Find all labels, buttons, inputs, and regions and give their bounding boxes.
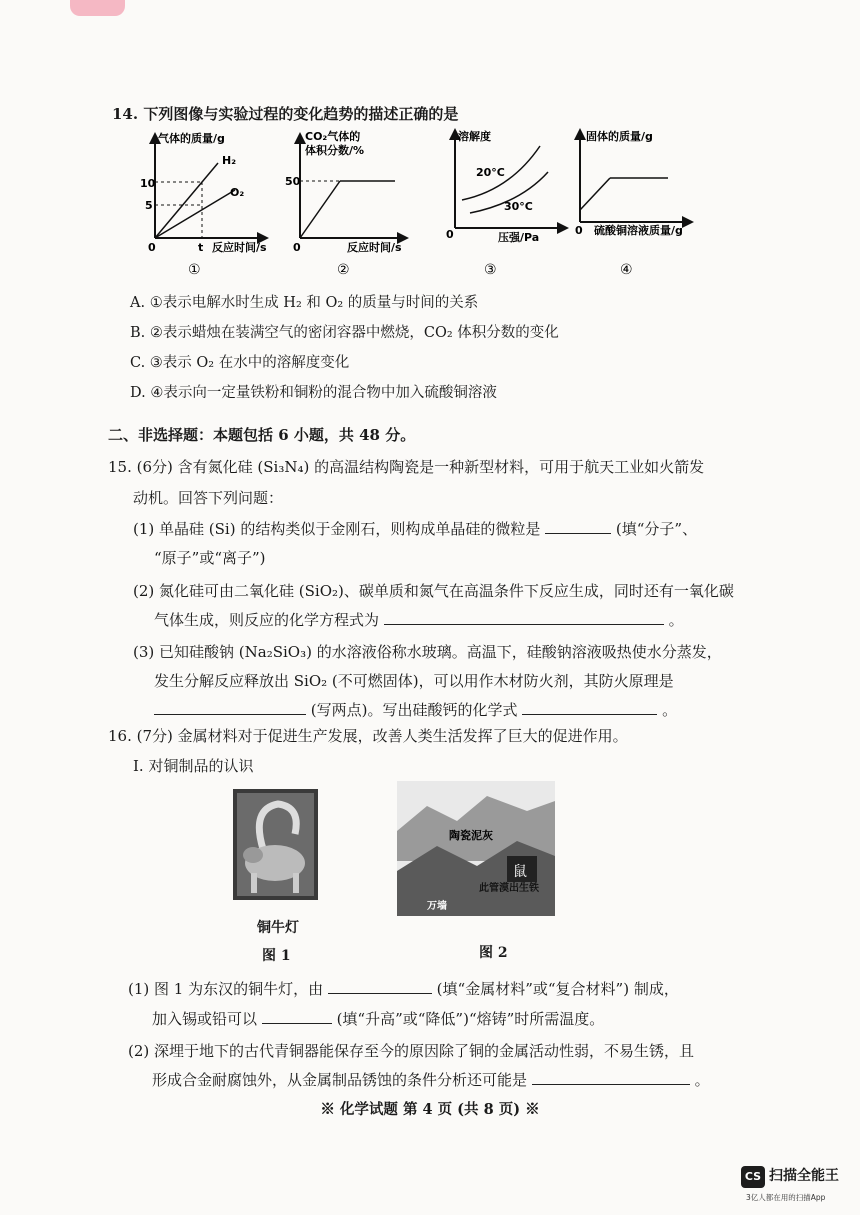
ancient-smelting-image (397, 781, 555, 916)
q16-part1-blank-1[interactable] (328, 979, 432, 994)
g3-tick-0: 0 (446, 228, 454, 241)
q15-part1-options: “原子”或“离子”) (154, 549, 266, 567)
q15-part2-blank[interactable] (384, 610, 664, 625)
g4-ylabel: 固体的质量/g (586, 130, 653, 143)
g1-tick-10: 10 (140, 177, 156, 190)
g2-num: ② (337, 262, 350, 278)
img2-label-3: 万墙 (427, 901, 447, 912)
g4-tick-0: 0 (575, 224, 583, 237)
camscanner-tagline: 3亿人都在用的扫描App (746, 1193, 826, 1202)
q14-option-a: A. ①表示电解水时生成 H₂ 和 O₂ 的质量与时间的关系 (130, 295, 479, 311)
g1-series-o2: O₂ (230, 186, 245, 199)
q16-part1-text-c: 加入锡或铅可以 (152, 1010, 258, 1028)
q15-line-2: 动机。回答下列问题： (133, 489, 284, 507)
q16-part1-text-a: (1) 图 1 为东汉的铜牛灯，由 (128, 980, 324, 998)
figure-1-label: 图 1 (262, 948, 291, 964)
img2-label-4: 鼠 (513, 864, 527, 880)
q15-part2-end: 。 (668, 611, 684, 629)
q15-part2-line1: (2) 氮化硅可由二氧化硅 (SiO₂)、碳单质和氮气在高温条件下反应生成，同时还有一氧化碳 (133, 582, 734, 600)
q15-part3-line3 (154, 699, 677, 720)
img1-caption: 铜牛灯 (257, 920, 299, 936)
q16-line-1: 16. (7分) 金属材料对于促进生产发展，改善人类生活发挥了巨大的促进作用。 (108, 727, 628, 745)
q16-part1-blank-2[interactable] (262, 1009, 332, 1024)
q14-option-c: C. ③表示 O₂ 在水中的溶解度变化 (130, 355, 350, 371)
q16-part1-text-b: (填“金属材料”或“复合材料”) 制成， (436, 980, 679, 998)
img2-label-1: 陶瓷泥灰 (449, 829, 493, 842)
q16-part2-line1: (2) 深埋于地下的古代青铜器能保存至今的原因除了铜的金属活动性弱，不易生锈，且 (128, 1042, 695, 1060)
camscanner-logo: CS (741, 1166, 765, 1188)
camscanner-name: 扫描全能王 (769, 1168, 839, 1184)
q16-part1-text-d: (填“升高”或“降低”)“熔铸”时所需温度。 (336, 1010, 605, 1028)
g1-xlabel: 反应时间/s (212, 241, 267, 254)
q16-part2-end: 。 (694, 1071, 710, 1089)
q14-stem: 14. 下列图像与实验过程的变化趋势的描述正确的是 (112, 105, 459, 123)
g3-xlabel: 压强/Pa (498, 231, 540, 244)
page-footer: ※ 化学试题 第 4 页 (共 8 页) ※ (320, 1101, 540, 1118)
q15-part3-line2: 发生分解反应释放出 SiO₂ (不可燃固体)，可以用作木材防火剂，其防火原理是 (154, 672, 674, 690)
section-heading: 二、非选择题：本题包括 6 小题，共 48 分。 (108, 426, 416, 444)
q16-part2-blank[interactable] (532, 1070, 690, 1085)
q16-part2-line2 (152, 1069, 710, 1090)
q15-part3-blank-1[interactable] (154, 700, 306, 715)
g1-ylabel: 气体的质量/g (158, 132, 225, 145)
g4-xlabel: 硫酸铜溶液质量/g (594, 224, 683, 237)
q14-option-b: B. ②表示蜡烛在装满空气的密闭容器中燃烧，CO₂ 体积分数的变化 (130, 325, 559, 341)
g4-num: ④ (620, 262, 633, 278)
q15-part3-text: (写两点)。写出硅酸钙的化学式 (310, 701, 518, 719)
q15-line-1: 15. (6分) 含有氮化硅 (Si₃N₄) 的高温结构陶瓷是一种新型材料，可用于航天工业如火箭发 (108, 458, 705, 476)
g2-ylabel-1: CO₂气体的 (305, 130, 361, 143)
g2-tick-0: 0 (293, 241, 301, 254)
graph-1 (140, 131, 267, 278)
g1-num: ① (188, 262, 201, 278)
g2-tick-50: 50 (285, 175, 301, 188)
figure-2-label: 图 2 (479, 945, 508, 961)
q15-part1-blank[interactable] (545, 519, 611, 534)
q15-part3-blank-2[interactable] (522, 700, 657, 715)
graph-3 (446, 129, 565, 278)
g3-series-20c: 20°C (476, 166, 505, 179)
graph-2 (285, 129, 405, 278)
q16-part2-text: 形成合金耐腐蚀外，从金属制品锈蚀的条件分析还可能是 (152, 1071, 528, 1089)
pink-mark (70, 0, 125, 16)
g2-ylabel-2: 体积分数/% (305, 144, 365, 157)
q15-part1-text: (1) 单晶硅 (Si) 的结构类似于金刚石，则构成单晶硅的微粒是 (133, 520, 541, 538)
g3-num: ③ (484, 262, 497, 278)
g3-ylabel: 溶解度 (458, 130, 491, 143)
q14-graphs (140, 128, 730, 278)
q15-part2-line2 (154, 609, 684, 630)
g2-xlabel: 反应时间/s (347, 241, 402, 254)
q16-part1-line2 (152, 1008, 604, 1029)
g1-series-h2: H₂ (222, 154, 237, 167)
img2-label-2: 此管漠出生铁 (479, 883, 539, 894)
q15-part1 (133, 518, 697, 539)
q16-subheading: I. 对铜制品的认识 (133, 757, 254, 775)
q15-part2-text: 气体生成，则反应的化学方程式为 (154, 611, 380, 629)
q15-part3-line1: (3) 已知硅酸钠 (Na₂SiO₃) 的水溶液俗称水玻璃。高温下，硅酸钠溶液吸热使水分蒸发， (133, 643, 722, 661)
graph-4 (575, 129, 690, 278)
g1-tick-t: t (198, 241, 204, 254)
q15-part3-end: 。 (662, 701, 678, 719)
q14-option-d: D. ④表示向一定量铁粉和铜粉的混合物中加入硫酸铜溶液 (130, 385, 497, 401)
q16-part1-line1 (128, 978, 679, 999)
q15-part1-hint: (填“分子”、 (615, 520, 698, 538)
copper-ox-lamp-image (233, 789, 318, 900)
g1-tick-0: 0 (148, 241, 156, 254)
g1-tick-5: 5 (145, 199, 153, 212)
g3-series-30c: 30°C (504, 200, 533, 213)
